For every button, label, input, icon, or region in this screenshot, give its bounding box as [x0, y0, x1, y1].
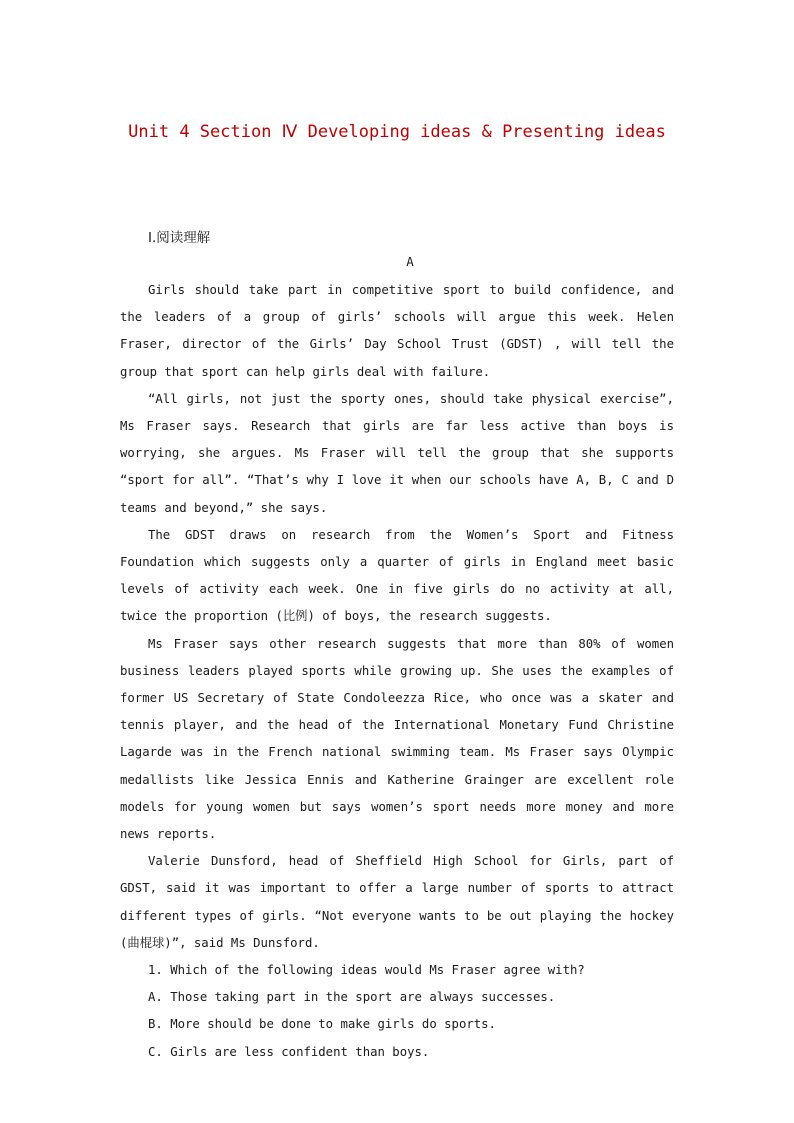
paragraph: Ms Fraser says other research suggests that more than 80% of women business leaders played sports while growing up. She uses the examples of former US Secretary of State Condoleezza Rice, who once was a skater and tennis player, and the head of the International Monetary Fund Christine Lagarde was in the French national swimming team. Ms Fraser says Olympic medallists like Jessica Ennis and Katherine Grainger are excellent role models for young women but says women’s sport needs more money and more news reports. — [120, 636, 674, 842]
section-heading: Ⅰ.阅读理解 — [148, 230, 211, 246]
passage-label: A — [406, 254, 414, 269]
answer-option-a: A. Those taking part in the sport are always successes. — [148, 990, 556, 1005]
document-title: Unit 4 Section Ⅳ Developing ideas & Presenting ideas — [128, 122, 666, 142]
question-text: 1. Which of the following ideas would Ms Fraser agree with? — [148, 963, 585, 978]
paragraph: Valerie Dunsford, head of Sheffield High School for Girls, part of GDST, said it was important to offer a large number of sports to attract different types of girls. “Not everyone wants to be out playing the hockey (曲棍球)”, said Ms Dunsford. — [120, 854, 674, 950]
passage-body — [120, 277, 674, 1066]
paragraph: “All girls, not just the sporty ones, should take physical exercise”, Ms Fraser says. Research that girls are far less active than boys is worrying, she argues. Ms Fraser will tell the group that she supports “sport for all”. “That’s why I love it when our schools have A, B, C and D teams and beyond,” she says. — [120, 391, 674, 515]
paragraph: The GDST draws on research from the Women’s Sport and Fitness Foundation which suggests only a quarter of girls in England meet basic levels of activity each week. One in five girls do no activity at all, twice the proportion (比例) of boys, the research suggests. — [120, 527, 674, 624]
paragraph: Girls should take part in competitive sport to build confidence, and the leaders of a group of girls’ schools will argue this week. Helen Fraser, director of the Girls’ Day School Trust (GDST) , will tell the group that sport can help girls deal with failure. — [120, 283, 674, 379]
answer-option-c: C. Girls are less confident than boys. — [148, 1044, 430, 1059]
answer-option-b: B. More should be done to make girls do sports. — [148, 1017, 496, 1032]
